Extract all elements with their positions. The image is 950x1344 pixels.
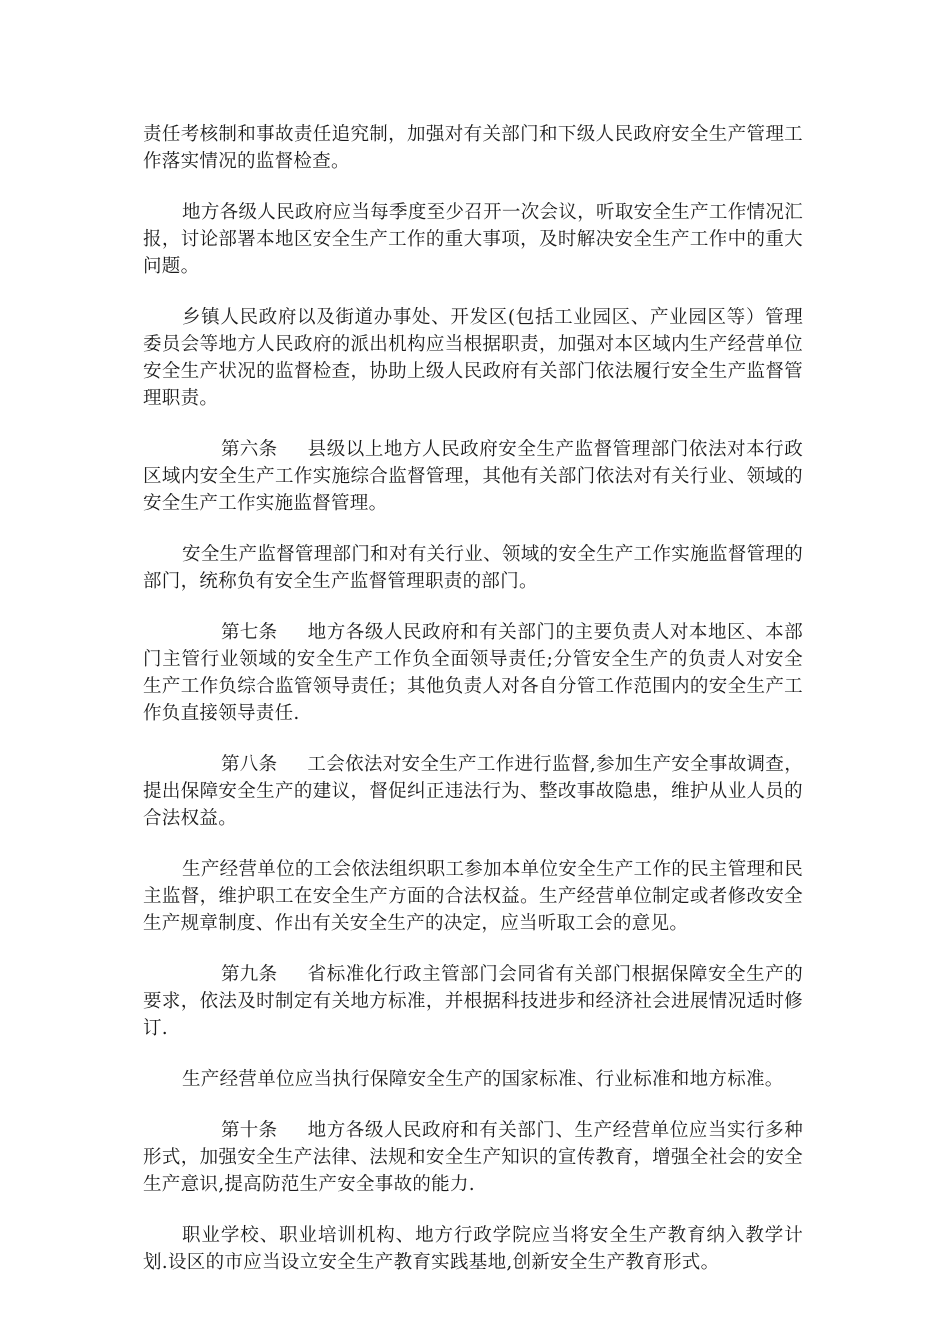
article-paragraph: [143, 619, 803, 727]
paragraph: [143, 541, 803, 595]
paragraph-text: 安全生产监督管理部门和对有关行业、领域的安全生产工作实施监督管理的部门，统称负有安全生产监督管理职责的部门。: [143, 544, 803, 592]
paragraph-text: 责任考核制和事故责任追究制，加强对有关部门和下级人民政府安全生产管理工作落实情况的监督检查。: [143, 124, 803, 172]
paragraph: [143, 121, 803, 175]
paragraph-text: 工会依法对安全生产工作进行监督,参加生产安全事故调查，提出保障安全生产的建议，督促纠正违法行为、整改事故隐患，维护从业人员的合法权益。: [143, 754, 803, 829]
article-number: 第十条: [221, 1120, 278, 1141]
article-paragraph: [143, 1117, 803, 1198]
paragraph: [143, 1066, 803, 1093]
paragraph-text: 地方各级人民政府应当每季度至少召开一次会议，听取安全生产工作情况汇报，讨论部署本地区安全生产工作的重大事项，及时解决安全生产工作中的重大问题。: [143, 202, 803, 277]
paragraph-text: 省标准化行政主管部门会同省有关部门根据保障安全生产的要求，依法及时制定有关地方标准，并根据科技进步和经济社会进展情况适时修订.: [143, 964, 803, 1039]
article-paragraph: [143, 961, 803, 1042]
paragraph: [143, 304, 803, 412]
paragraph-text: 县级以上地方人民政府安全生产监督管理部门依法对本行政区域内安全生产工作实施综合监督管理，其他有关部门依法对有关行业、领域的安全生产工作实施监督管理。: [143, 439, 803, 514]
paragraph-text: 地方各级人民政府和有关部门、生产经营单位应当实行多种形式，加强安全生产法律、法规和安全生产知识的宣传教育，增强全社会的安全生产意识,提高防范生产安全事故的能力.: [143, 1120, 803, 1195]
article-number: 第九条: [221, 964, 278, 985]
paragraph-text: 职业学校、职业培训机构、地方行政学院应当将安全生产教育纳入教学计划.设区的市应当设立安全生产教育实践基地,创新安全生产教育形式。: [143, 1225, 803, 1273]
document-page: [143, 121, 803, 1300]
article-paragraph: [143, 751, 803, 832]
paragraph: [143, 199, 803, 280]
article-number: 第七条: [221, 622, 278, 643]
article-number: 第六条: [221, 439, 278, 460]
paragraph-text: 乡镇人民政府以及街道办事处、开发区(包括工业园区、产业园区等）管理委员会等地方人民政府的派出机构应当根据职责，加强对本区域内生产经营单位安全生产状况的监督检查，协助上级人民政府有关部门依法履行安全生产监督管理职责。: [143, 307, 803, 409]
paragraph: [143, 856, 803, 937]
paragraph-text: 生产经营单位的工会依法组织职工参加本单位安全生产工作的民主管理和民主监督，维护职工在安全生产方面的合法权益。生产经营单位制定或者修改安全生产规章制度、作出有关安全生产的决定，应当听取工会的意见。: [143, 859, 803, 934]
paragraph-text: 生产经营单位应当执行保障安全生产的国家标准、行业标准和地方标准。: [182, 1069, 784, 1090]
article-number: 第八条: [221, 754, 278, 775]
paragraph-text: 地方各级人民政府和有关部门的主要负责人对本地区、本部门主管行业领域的安全生产工作负全面领导责任;分管安全生产的负责人对安全生产工作负综合监管领导责任；其他负责人对各自分管工作范围内的安全生产工作负直接领导责任.: [143, 622, 803, 724]
article-paragraph: [143, 436, 803, 517]
paragraph: [143, 1222, 803, 1276]
